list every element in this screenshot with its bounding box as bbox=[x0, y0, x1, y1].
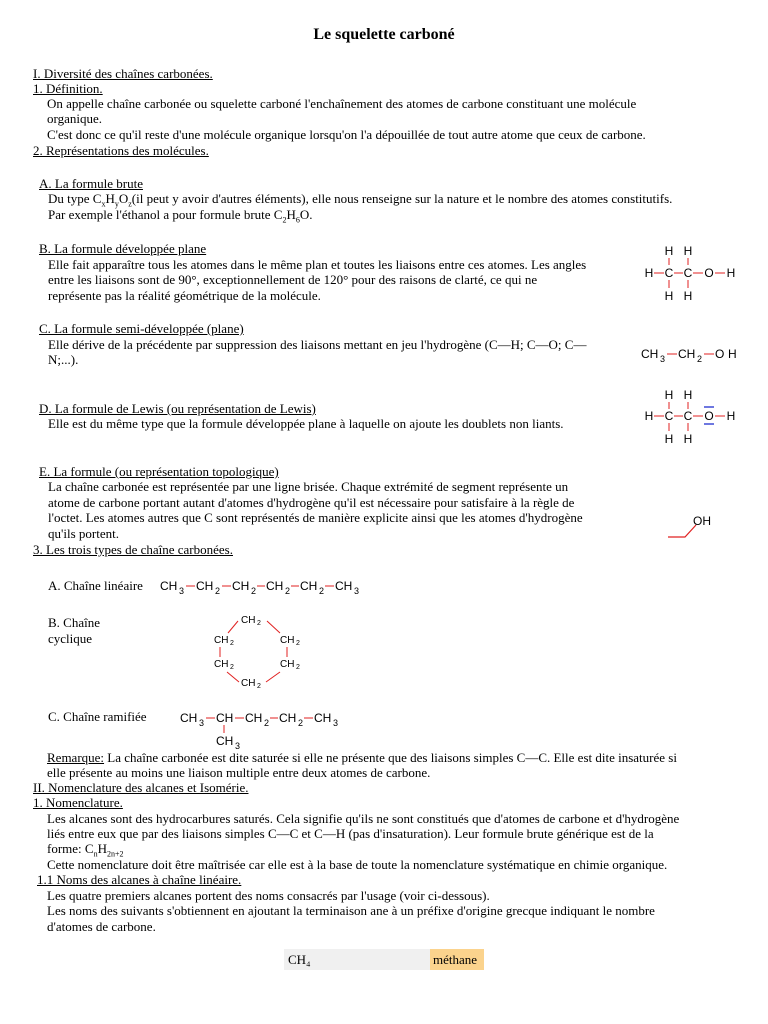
table-cell-name: méthane bbox=[430, 949, 484, 970]
svg-text:2: 2 bbox=[298, 718, 304, 728]
formula-topo-line-1: La chaîne carbonée est représentée par une ligne brisée. Chaque extrémité de segment représente un bbox=[48, 479, 569, 494]
formula-lewis-line-1: Elle est du même type que la formule développée plane à laquelle on ajoute les doublets non liants. bbox=[48, 416, 564, 431]
chain-types-heading: 3. Les trois types de chaîne carbonées. bbox=[33, 542, 233, 557]
ethanol-developed-formula bbox=[640, 242, 740, 304]
svg-text:CH: CH bbox=[245, 711, 263, 725]
svg-text:3: 3 bbox=[235, 741, 241, 750]
representations-heading: 2. Représentations des molécules. bbox=[33, 143, 209, 158]
nomenclature-line-3: forme: $C_nH_{2n+2}$ bbox=[47, 841, 124, 859]
svg-text:H: H bbox=[664, 244, 674, 258]
definition-text-line-1: On appelle chaîne carbonée ou squelette carboné l'enchaînement des atomes de carbone constituant une molécule bbox=[47, 96, 637, 111]
svg-text:2: 2 bbox=[296, 640, 300, 647]
svg-text:3: 3 bbox=[333, 718, 339, 728]
formula-topo-line-3: l'octet. Les atomes autres que C sont représentés de manière explicite ainsi que les atomes d'hydrogène bbox=[48, 510, 583, 525]
svg-text:H: H bbox=[683, 289, 693, 303]
svg-text:CH: CH bbox=[214, 659, 229, 670]
svg-text:H: H bbox=[664, 432, 674, 446]
svg-text:3: 3 bbox=[354, 586, 360, 596]
svg-text:H: H bbox=[664, 289, 674, 303]
svg-text:2: 2 bbox=[257, 620, 261, 627]
section-1-heading: I. Diversité des chaînes carbonées. bbox=[33, 66, 213, 81]
svg-text:CH: CH bbox=[279, 711, 297, 725]
svg-text:3: 3 bbox=[179, 586, 185, 596]
formula-developpee-line-2: entre les liaisons sont de 90°, exceptionnellement de 120° pour des raisons de clarté, ce qui ne bbox=[48, 272, 538, 287]
cyclic-chain-label-line-1: B. Chaîne bbox=[48, 615, 100, 630]
nomenclature-line-2: liés entre eux que par des liaisons simples C—C et C—H (pas d'insaturation). Leur formule brute générique est de la bbox=[47, 826, 654, 841]
formula-brute-line-1: Du type $C_xH_yO_z(il$ peut y avoir d'autres éléments), elle nous renseigne sur la nature et le nombre des atomes constitutifs. bbox=[48, 191, 673, 209]
svg-text:2: 2 bbox=[264, 718, 270, 728]
svg-text:CH: CH bbox=[216, 711, 234, 725]
svg-text:CH: CH bbox=[232, 579, 250, 593]
nomenclature-line-1: Les alcanes sont des hydrocarbures saturés. Cela signifie qu'ils ne sont constitués que d'atomes de carbone et d'hydrogène bbox=[47, 811, 680, 826]
svg-text:CH: CH bbox=[678, 347, 696, 361]
formula-developpee-line-3: représente pas la réalité géométrique de la molécule. bbox=[48, 288, 321, 303]
linear-alkanes-line-1: Les quatre premiers alcanes portent des noms consacrés par l'usage (voir ci-dessous). bbox=[47, 888, 490, 903]
svg-text:H: H bbox=[683, 244, 693, 258]
nomenclature-heading: 1. Nomenclature. bbox=[33, 795, 123, 810]
svg-text:CH: CH bbox=[335, 579, 353, 593]
svg-text:H: H bbox=[728, 347, 737, 361]
svg-text:H: H bbox=[644, 266, 654, 280]
svg-text:H: H bbox=[683, 388, 693, 402]
formula-developpee-line-1: Elle fait apparaître tous les atomes dans le même plan et toutes les liaisons entre ces atomes. Les angles bbox=[48, 257, 587, 272]
svg-text:CH: CH bbox=[241, 678, 256, 689]
svg-text:2: 2 bbox=[319, 586, 325, 596]
branched-chain-formula bbox=[178, 706, 348, 750]
svg-text:H: H bbox=[683, 432, 693, 446]
remark-label: Remarque: bbox=[47, 750, 105, 765]
svg-text:C: C bbox=[683, 266, 693, 280]
svg-text:H: H bbox=[664, 388, 674, 402]
linear-alkanes-heading: 1.1 Noms des alcanes à chaîne linéaire. bbox=[37, 872, 242, 887]
branched-chain-label: C. Chaîne ramifiée bbox=[48, 709, 147, 724]
page-title: Le squelette carboné bbox=[313, 26, 455, 43]
formula-lewis-heading: D. La formule de Lewis (ou représentation de Lewis) bbox=[39, 401, 316, 416]
svg-text:CH: CH bbox=[300, 579, 318, 593]
formula-brute-heading: A. La formule brute bbox=[39, 176, 143, 191]
ethanol-lewis-formula bbox=[640, 386, 740, 448]
cyclic-chain-label-line-2: cyclique bbox=[48, 631, 93, 646]
svg-text:2: 2 bbox=[215, 586, 221, 596]
linear-alkanes-line-3: d'atomes de carbone. bbox=[47, 919, 156, 934]
formula-topo-line-2: atome de carbone portant autant d'atomes d'hydrogène qu'il est nécessaire pour satisfaire à la règle de bbox=[48, 495, 575, 510]
svg-text:2: 2 bbox=[697, 354, 703, 364]
cyclic-chain-formula bbox=[205, 612, 315, 690]
formula-semi-line-2: N;...). bbox=[48, 352, 79, 367]
svg-text:O: O bbox=[704, 409, 714, 423]
svg-text:CH: CH bbox=[266, 579, 284, 593]
linear-chain-formula bbox=[158, 575, 368, 597]
svg-text:2: 2 bbox=[296, 664, 300, 671]
svg-text:CH: CH bbox=[196, 579, 214, 593]
svg-text:CH: CH bbox=[641, 347, 659, 361]
svg-text:2: 2 bbox=[251, 586, 257, 596]
formula-brute-line-2: Par exemple l'éthanol a pour formule brute $C_2H_6O$. bbox=[48, 207, 313, 225]
svg-text:CH: CH bbox=[280, 659, 295, 670]
svg-text:H: H bbox=[644, 409, 654, 423]
remark-line-1: Remarque: La chaîne carbonée est dite saturée si elle ne présente que des liaisons simples C—C. Elle est dite insaturée si bbox=[47, 750, 677, 765]
definition-text-line-2: organique. bbox=[47, 111, 102, 126]
svg-text:CH: CH bbox=[214, 635, 229, 646]
svg-text:3: 3 bbox=[199, 718, 205, 728]
svg-text:C: C bbox=[664, 266, 674, 280]
linear-alkanes-line-2: Les noms des suivants s'obtiennent en ajoutant la terminaison ane à un préfixe d'origine grecque indiquant le nombre bbox=[47, 903, 655, 918]
formula-topo-line-4: qu'ils portent. bbox=[48, 526, 119, 541]
definition-heading: 1. Définition. bbox=[33, 81, 103, 96]
formula-semi-developpee-heading: C. La formule semi-développée (plane) bbox=[39, 321, 244, 336]
remark-line-2: elle présente au moins une liaison multiple entre deux atomes de carbone. bbox=[47, 765, 431, 780]
svg-text:2: 2 bbox=[230, 664, 234, 671]
definition-text-line-3: C'est donc ce qu'il reste d'une molécule organique lorsqu'on l'a dépouillée de tout autre atome que ceux de carbone. bbox=[47, 127, 646, 142]
svg-text:3: 3 bbox=[660, 354, 666, 364]
svg-text:C: C bbox=[664, 409, 674, 423]
table-cell-formula: CH₄ bbox=[284, 949, 430, 970]
svg-text:CH: CH bbox=[280, 635, 295, 646]
svg-text:O: O bbox=[704, 266, 714, 280]
section-2-heading: II. Nomenclature des alcanes et Isomérie. bbox=[33, 780, 249, 795]
svg-text:CH: CH bbox=[160, 579, 178, 593]
nomenclature-line-4: Cette nomenclature doit être maîtrisée car elle est à la base de toute la nomenclature systématique en chimie organique. bbox=[47, 857, 668, 872]
svg-text:O: O bbox=[715, 347, 725, 361]
formula-semi-line-1: Elle dérive de la précédente par suppression des liaisons mettant en jeu l'hydrogène (C—H; C—O; C— bbox=[48, 337, 587, 352]
svg-text:2: 2 bbox=[285, 586, 291, 596]
ethanol-semi-developed-formula bbox=[640, 340, 740, 366]
topo-oh-label: OH bbox=[693, 514, 711, 528]
svg-text:CH: CH bbox=[314, 711, 332, 725]
formula-developpee-heading: B. La formule développée plane bbox=[39, 241, 207, 256]
svg-text:CH: CH bbox=[180, 711, 198, 725]
svg-text:CH: CH bbox=[216, 734, 234, 748]
formula-topologique-heading: E. La formule (ou représentation topologique) bbox=[39, 464, 279, 479]
svg-text:H: H bbox=[726, 409, 736, 423]
svg-text:C: C bbox=[683, 409, 693, 423]
svg-text:H: H bbox=[726, 266, 736, 280]
svg-text:2: 2 bbox=[230, 640, 234, 647]
linear-chain-label: A. Chaîne linéaire bbox=[48, 578, 143, 593]
svg-text:2: 2 bbox=[257, 683, 261, 690]
svg-text:CH: CH bbox=[241, 615, 256, 626]
